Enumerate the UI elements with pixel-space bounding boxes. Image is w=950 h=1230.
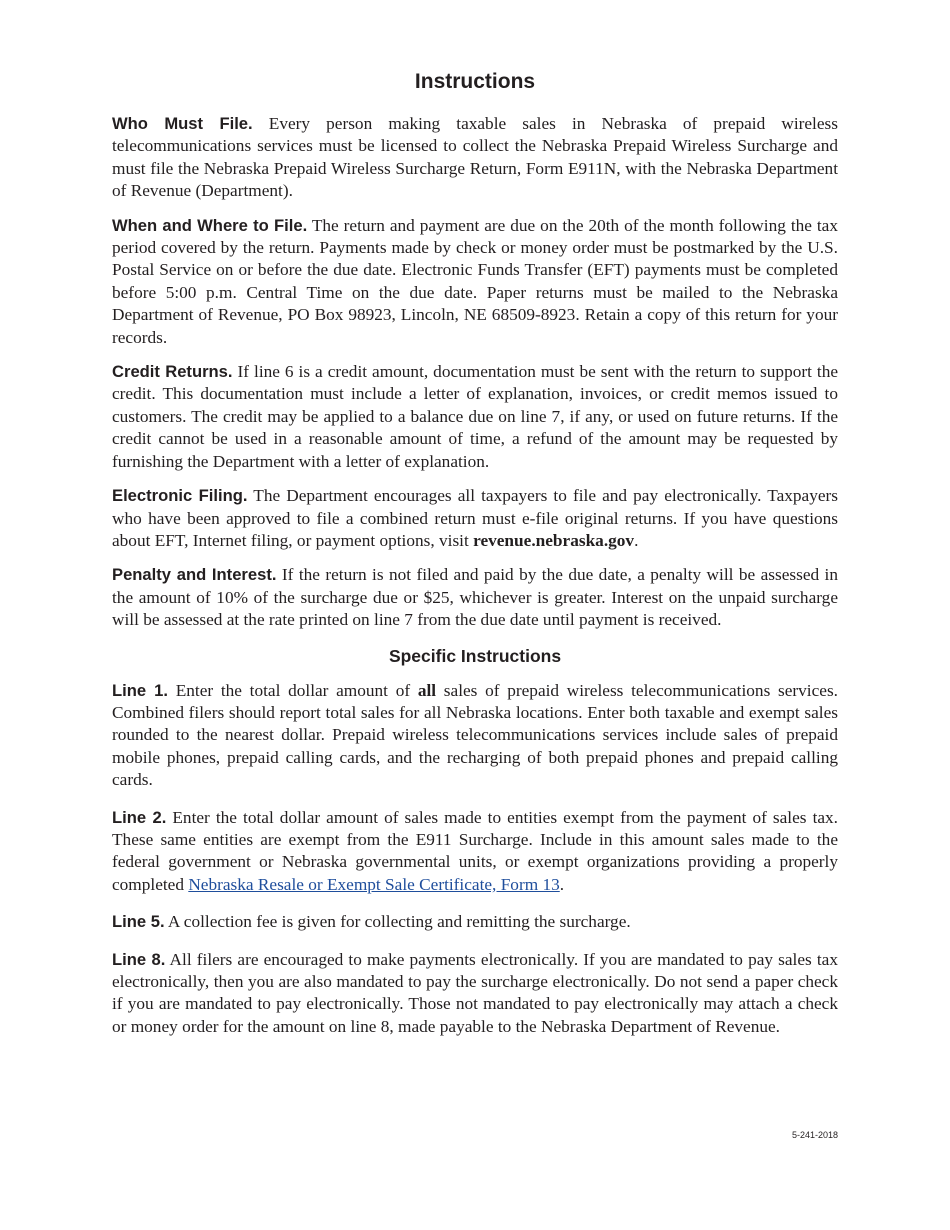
when-where-section — [112, 215, 838, 349]
credit-returns-section — [112, 361, 838, 473]
credit-returns-text: If line 6 is a credit amount, documentation must be sent with the return to support the credit. This documentation must include a letter of explanation, invoices, or credit memos issued to customers. The credit may be applied to a balance due on line 7, if any, or used on future returns. If the credit cannot be used in a reasonable amount of time, a refund of the amount may be requested by furnishing the Department with a letter of explanation. — [112, 362, 839, 471]
instructions-page — [112, 68, 838, 1050]
line8-heading: Line 8. — [112, 949, 166, 969]
who-must-file-heading: Who Must File. — [112, 114, 253, 133]
line8-text: All filers are encouraged to make payments electronically. If you are mandated to pay sales tax electronically, then you are also mandated to pay the surcharge electronically. Do not send a paper check if you are mandated to pay electronically. Those not mandated to pay electronically may attach a check or money order for the amount on line 8, made payable to the Nebraska Department of Revenue. — [112, 949, 838, 1036]
penalty-interest-section — [112, 564, 838, 631]
line1-bold-word: all — [417, 680, 437, 700]
specific-instructions-title: Specific Instructions — [388, 645, 562, 666]
line5-heading: Line 5. — [112, 912, 165, 932]
penalty-interest-heading: Penalty and Interest. — [112, 565, 277, 585]
revenue-website: revenue.nebraska.gov — [473, 530, 635, 550]
when-where-text: The return and payment are due on the 20th of the month following the tax period covered by the return. Payments made by check or money order must be postmarked by the U.S. Postal Service on or before the due date. Electronic Funds Transfer (EFT) payments must be completed before 5:00 p.m. Central Time on the due date. Paper returns must be mailed to the Nebraska Department of Revenue, PO Box 98923, Lincoln, NE 68509-8923. Retain a copy of this return for your records. — [112, 215, 838, 347]
credit-returns-heading: Credit Returns. — [112, 362, 233, 382]
electronic-filing-end: . — [634, 530, 639, 550]
line2-text: Enter the total dollar amount of sales made to entities exempt from the payment of sales tax. These same entities are exempt from the E911 Surcharge. Include in this amount sales made to the federal government or Nebraska governmental units, or exempt organizations providing a properly completed — [112, 807, 838, 894]
electronic-filing-text: The Department encourages all taxpayers to file and pay electronically. Taxpayers who have been approved to file a combined return must e-file original returns. If you have questions about EFT, Internet filing, or payment options, visit — [112, 486, 838, 550]
line1-text-rest: sales of prepaid wireless telecommunications services. Combined filers should report total sales for all Nebraska locations. Enter both taxable and exempt sales rounded to the nearest dollar. Prepaid wireless telecommunications services include sales of prepaid mobile phones, prepaid calling cards, and the recharging of both prepaid phones and prepaid calling cards. — [112, 680, 838, 790]
line5-section — [112, 911, 838, 933]
who-must-file-section — [112, 113, 838, 203]
line1-section — [112, 680, 838, 792]
line1-heading: Line 1. — [112, 680, 168, 700]
line2-text-end: . — [559, 874, 565, 894]
page-title: Instructions — [414, 70, 536, 93]
electronic-filing-section — [112, 485, 838, 552]
line1-text: Enter the total dollar amount of — [167, 680, 418, 700]
line2-section — [112, 807, 838, 897]
form-13-link[interactable]: Nebraska Resale or Exempt Sale Certificate, Form 13 — [188, 874, 560, 894]
line5-text: A collection fee is given for collecting and remitting the surcharge. — [164, 912, 631, 932]
form-code: 5-241-2018 — [791, 1130, 838, 1140]
who-must-file-text: Every person making taxable sales in Nebraska of prepaid wireless telecommunications services must be licensed to collect the Nebraska Prepaid Wireless Surcharge and must file the Nebraska Prepaid Wireless Surcharge Return, Form E911N, with the Nebraska Department of Revenue (Department). — [112, 114, 838, 201]
line8-section — [112, 949, 838, 1039]
penalty-interest-text: If the return is not filed and paid by the due date, a penalty will be assessed in the amount of 10% of the surcharge due or $25, whichever is greater. Interest on the unpaid surcharge will be assessed at the rate printed on line 7 from the due date until payment is received. — [112, 565, 838, 630]
line2-heading: Line 2. — [112, 807, 167, 827]
electronic-filing-heading: Electronic Filing. — [112, 486, 248, 506]
when-where-heading: When and Where to File. — [112, 215, 308, 235]
